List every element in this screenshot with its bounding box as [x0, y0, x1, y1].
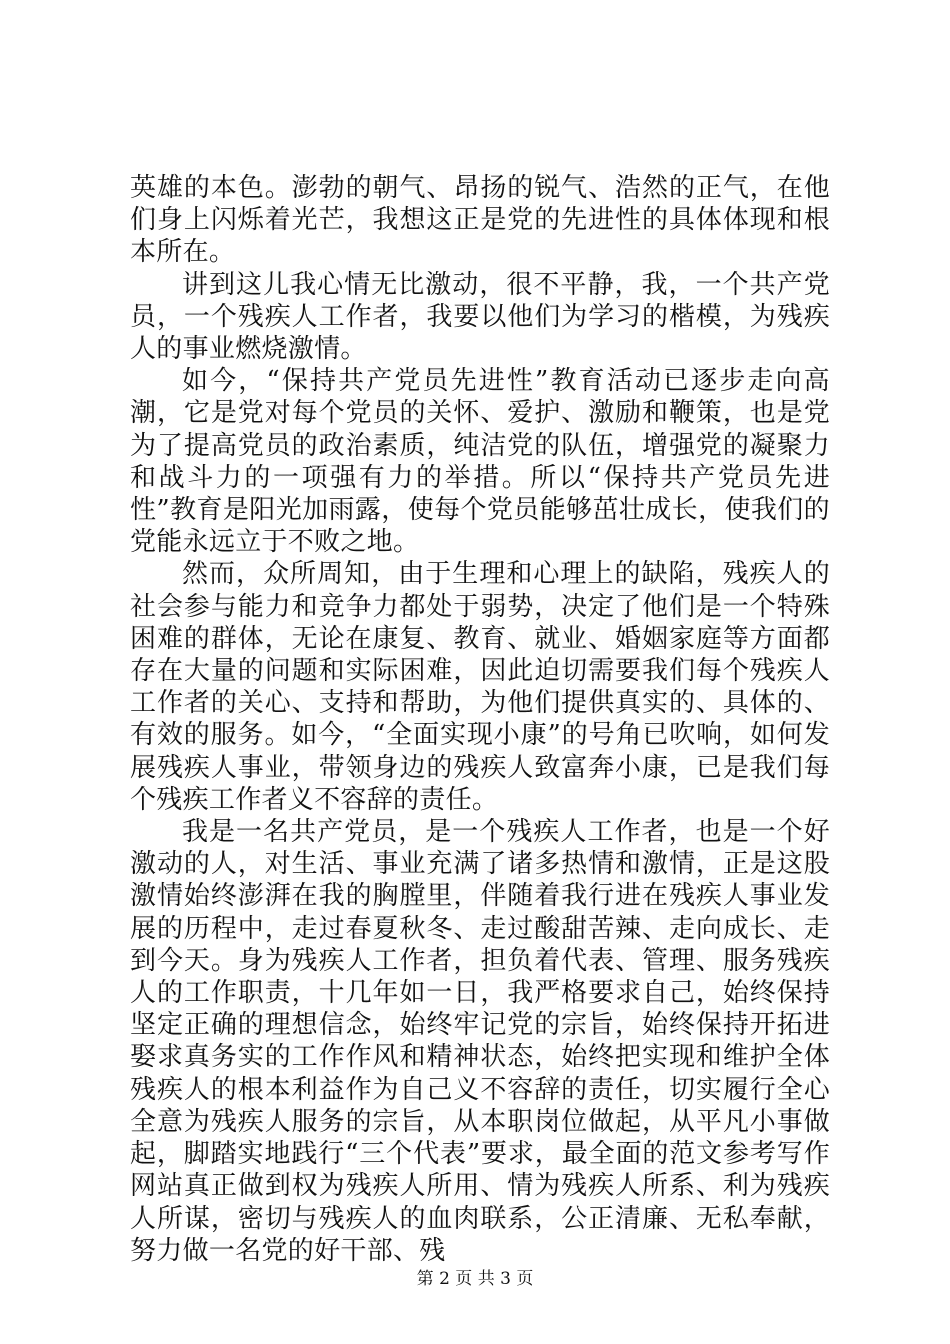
paragraph-4: 然而，众所周知，由于生理和心理上的缺陷，残疾人的社会参与能力和竞争力都处于弱势，决定了他们是一个特殊困难的群体，无论在康复、教育、就业、婚姻家庭等方面都存在大量的问题和实际困难，因此迫切需要我们每个残疾人工作者的关心、支持和帮助，为他们提供真实的、具体的、有效的服务。如今，“全面实现小康”的号角已吹响，如何发展残疾人事业，带领身边的残疾人致富奔小康，已是我们每个残疾工作者义不容辞的责任。 [130, 559, 830, 815]
paragraph-5: 我是一名共产党员，是一个残疾人工作者，也是一个好激动的人，对生活、事业充满了诸多热情和激情，正是这股激情始终澎湃在我的胸膛里，伴随着我行进在残疾人事业发展的历程中，走过春夏秋冬、走过酸甜苦辣、走向成长、走到今天。身为残疾人工作者，担负着代表、管理、服务残疾人的工作职责，十几年如一日，我严格要求自己，始终保持坚定正确的理想信念，始终牢记党的宗旨，始终保持开拓进娶求真务实的工作作风和精神状态，始终把实现和维护全体残疾人的根本利益作为自己义不容辞的责任，切实履行全心全意为残疾人服务的宗旨，从本职岗位做起，从平凡小事做起，脚踏实地践行“三个代表”要求，最全面的范文参考写作网站真正做到权为残疾人所用、情为残疾人所系、利为残疾人所谋，密切与残疾人的血肉联系，公正清廉、无私奉献，努力做一名党的好干部、残 [130, 817, 830, 1266]
body-text [130, 172, 830, 1267]
page-footer: 第 2 页 共 3 页 [416, 1269, 534, 1289]
paragraph-1: 英雄的本色。澎勃的朝气、昂扬的锐气、浩然的正气，在他们身上闪烁着光芒，我想这正是党的先进性的具体体现和根本所在。 [130, 173, 830, 268]
paragraph-3: 如今，“保持共产党员先进性”教育活动已逐步走向高潮，它是党对每个党员的关怀、爱护、激励和鞭策，也是党为了提高党员的政治素质，纯洁党的队伍，增强党的凝聚力和战斗力的一项强有力的举措。所以“保持共产党员先进性”教育是阳光加雨露，使每个党员能够茁壮成长，使我们的党能永远立于不败之地。 [130, 366, 830, 558]
paragraph-2: 讲到这儿我心情无比激动，很不平静，我，一个共产党员，一个残疾人工作者，我要以他们为学习的楷模，为残疾人的事业燃烧激情。 [130, 269, 830, 365]
